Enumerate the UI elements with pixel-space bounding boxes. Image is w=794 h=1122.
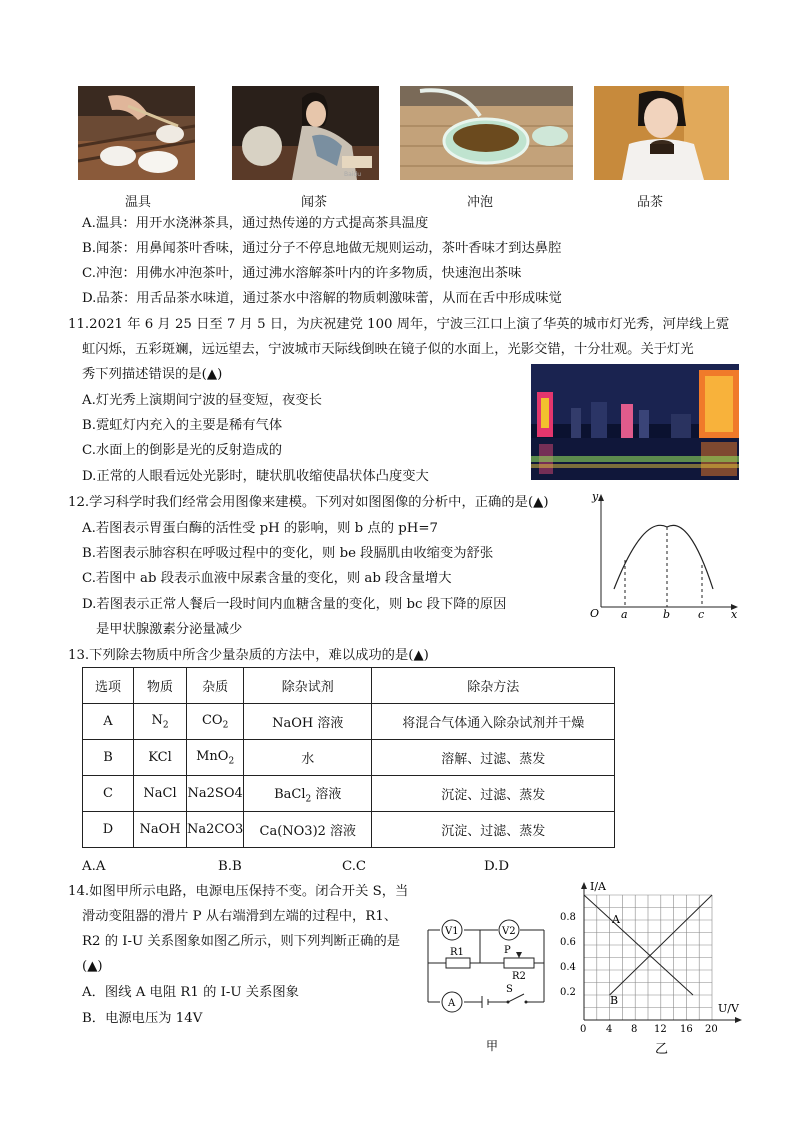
cell-method: 沉淀、过滤、蒸发	[372, 812, 615, 848]
table-row	[83, 704, 615, 740]
caption-warming: 温具	[124, 195, 151, 210]
q11-stem-3: 秀下列描述错误的是(▲)	[82, 367, 223, 382]
photo-brewing	[400, 86, 573, 180]
q12-option-a: A.若图表示胃蛋白酶的活性受 pH 的影响，则 b 点的 pH=7	[82, 521, 438, 536]
photo-night-skyline	[531, 364, 739, 480]
q12-graph-x-label: x	[731, 608, 738, 621]
q14-stem-3: R2 的 I-U 关系图象如图乙所示，则下列判断正确的是	[82, 934, 401, 949]
cell-impurity: MnO$_2$	[187, 740, 244, 776]
q12-graph-y-label: y	[592, 490, 599, 503]
q10-option-c: C.冲泡：用佛水冲泡茶叶，通过沸水溶解茶叶内的许多物质，快速泡出茶味	[82, 266, 522, 281]
cell-method: 将混合气体通入除杂试剂并干燥	[372, 704, 615, 740]
q13-answer-d: D.D	[484, 859, 510, 874]
q11-option-d: D.正常的人眼看远处光影时，睫状肌收缩使晶状体凸度变大	[82, 469, 429, 484]
photo-warming-teaware	[78, 86, 195, 180]
q13-answer-b: B.B	[218, 859, 242, 874]
cell-impurity: $CO_2$	[187, 704, 244, 740]
circuit-r2-label: R2	[512, 971, 526, 982]
circuit-voltmeter-2: V2	[502, 926, 516, 937]
iu-graph-x-label: U/V	[718, 1002, 739, 1015]
cell-reagent: NaOH 溶液	[244, 704, 372, 740]
cell-reagent: 水	[244, 740, 372, 776]
caption-brewing: 冲泡	[466, 195, 493, 210]
q12-curve-graph	[588, 490, 740, 622]
iu-graph-y-tick: 0.6	[560, 937, 576, 948]
table-header-row	[83, 668, 615, 704]
svg-text:Baidu: Baidu	[344, 171, 362, 178]
header-option: 选项	[83, 668, 134, 704]
q11-stem-2: 虹闪烁，五彩斑斓，远远望去，宁波城市天际线倒映在镜子似的水面上，光影交错，十分壮观。关于灯光	[82, 342, 694, 357]
circuit-switch-label: S	[506, 984, 513, 995]
q12-graph-origin: O	[590, 607, 600, 620]
iu-graph-x-tick: 8	[631, 1024, 638, 1035]
cell-method: 溶解、过滤、蒸发	[372, 740, 615, 776]
circuit-r1-label: R1	[450, 947, 464, 958]
header-impurity: 杂质	[187, 668, 244, 704]
cell-reagent: BaCl$_2$ 溶液	[244, 776, 372, 812]
q12-option-b: B.若图表示肺容积在呼吸过程中的变化，则 be 段膈肌由收缩变为舒张	[82, 546, 494, 561]
cell-substance: NaOH	[134, 812, 187, 848]
cell-option: B	[83, 740, 134, 776]
circuit-p-label: P	[504, 945, 511, 956]
iu-graph-x-tick: 16	[680, 1024, 693, 1035]
cell-option: D	[83, 812, 134, 848]
q12-stem: 12.学习科学时我们经常会用图像来建模。下列对如图图像的分析中，正确的是(▲)	[68, 495, 549, 510]
caption-smelling: 闻茶	[300, 195, 327, 210]
q11-stem-1: 11.2021 年 6 月 25 日至 7 月 5 日，为庆祝建党 100 周年，宁波三江口上演了华英的城市灯光秀，河岸线上霓	[68, 317, 730, 332]
cell-impurity: Na2CO3	[187, 812, 244, 848]
iu-graph-x-tick: 20	[705, 1024, 718, 1035]
header-substance: 物质	[134, 668, 187, 704]
circuit-figure-label: 甲	[486, 1039, 499, 1053]
table-row	[83, 812, 615, 848]
circuit-ammeter: A	[448, 998, 456, 1009]
circuit-voltmeter-1: V1	[445, 926, 459, 937]
iu-graph-figure-label: 乙	[655, 1042, 669, 1057]
q10-option-d: D.品茶：用舌品茶水味道，通过茶水中溶解的物质刺激味蕾，从而在舌中形成味觉	[82, 291, 562, 306]
iu-graph-line-a-label: A	[612, 913, 620, 926]
photo-smelling-tea	[232, 86, 379, 180]
q13-stem: 13.下列除去物质中所含少量杂质的方法中，难以成功的是(▲)	[68, 648, 429, 663]
q11-option-c: C.水面上的倒影是光的反射造成的	[82, 443, 283, 458]
q14-stem-4: (▲)	[82, 959, 103, 974]
q13-table	[82, 667, 615, 848]
cell-option: A	[83, 704, 134, 740]
q10-option-a: A.温具：用开水浇淋茶具，通过热传递的方式提高茶具温度	[82, 216, 429, 231]
q11-option-b: B.霓虹灯内充入的主要是稀有气体	[82, 418, 283, 433]
cell-reagent: Ca(NO3)2 溶液	[244, 812, 372, 848]
header-method: 除杂方法	[372, 668, 615, 704]
cell-substance: KCl	[134, 740, 187, 776]
iu-graph-y-tick: 0.4	[560, 962, 576, 973]
q14-circuit-diagram	[420, 912, 560, 1062]
table-row	[83, 740, 615, 776]
cell-substance: NaCl	[134, 776, 187, 812]
iu-graph-x-tick: 4	[606, 1024, 613, 1035]
q13-answer-a: A.A	[82, 859, 106, 874]
q14-iu-graph	[560, 880, 744, 1058]
table-row	[83, 776, 615, 812]
iu-graph-y-tick: 0.8	[560, 912, 576, 923]
q12-graph-b: b	[663, 608, 671, 621]
q14-option-b: B．电源电压为 14V	[82, 1011, 203, 1026]
iu-graph-x-tick: 0	[580, 1024, 587, 1035]
cell-method: 沉淀、过滤、蒸发	[372, 776, 615, 812]
q10-option-b: B.闻茶：用鼻闻茶叶香味，通过分子不停息地做无规则运动，茶叶香味才到达鼻腔	[82, 241, 562, 256]
cell-impurity: Na2SO4	[187, 776, 244, 812]
iu-graph-y-label: I/A	[590, 880, 606, 893]
q14-option-a: A．图线 A 电阻 R1 的 I-U 关系图象	[82, 985, 299, 1000]
cell-substance: $N_2$	[134, 704, 187, 740]
q14-stem-2: 滑动变阻器的滑片 P 从右端滑到左端的过程中，R1、	[82, 909, 398, 924]
q14-stem-1: 14.如图甲所示电路，电源电压保持不变。闭合开关 S，当	[68, 884, 409, 899]
iu-graph-x-tick: 12	[654, 1024, 667, 1035]
q12-option-d: D.若图表示正常人餐后一段时间内血糖含量的变化，则 bc 段下降的原因	[82, 597, 507, 612]
q12-option-d-cont: 是甲状腺激素分泌量减少	[96, 622, 243, 637]
photo-tasting-tea	[594, 86, 729, 180]
q12-graph-c: c	[698, 608, 705, 621]
cell-option: C	[83, 776, 134, 812]
q11-option-a: A.灯光秀上演期间宁波的昼变短，夜变长	[82, 393, 322, 408]
iu-graph-y-tick: 0.2	[560, 987, 576, 998]
q13-answer-c: C.C	[342, 859, 367, 874]
caption-tasting: 品茶	[636, 195, 663, 210]
q12-graph-a: a	[621, 608, 628, 621]
q12-option-c: C.若图中 ab 段表示血液中尿素含量的变化，则 ab 段含量增大	[82, 571, 452, 586]
header-reagent: 除杂试剂	[244, 668, 372, 704]
iu-graph-line-b-label: B	[610, 994, 619, 1007]
